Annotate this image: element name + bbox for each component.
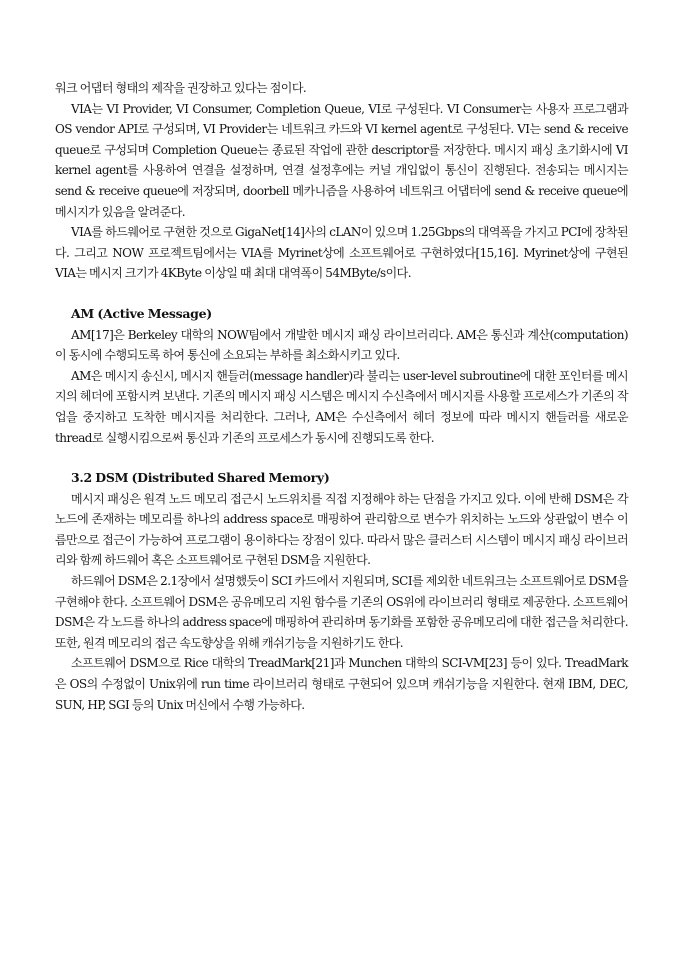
- document-page: [55, 78, 628, 715]
- paragraph-dsm-hardware-software: 하드웨어 DSM은 2.1장에서 설명했듯이 SCI 카드에서 지원되며, SCI를 제외한 네트워크는 소프트웨어로 DSM을 구현해야 한다. 소프트웨어 DSM은 공유메모리 지원 함수를 기존의 OS위에 라이브러리 형태로 제공한다. 소프트웨어 DSM은 각 노드를 하나의 address space에 매핑하여 관리하며 동기화를 포함한 공유메모리에 대한 접근을 처리한다. 또한, 원격 메모리의 접근 속도향상을 위해 캐쉬기능을 지원하기도 한다.: [55, 574, 628, 650]
- section-heading-dsm: 3.2 DSM (Distributed Shared Memory): [71, 470, 330, 486]
- paragraph-dsm-examples: 소프트웨어 DSM으로 Rice 대학의 TreadMark[21]과 Munchen 대학의 SCI-VM[23] 등이 있다. TreadMark은 OS의 수정없이 Unix위에 run time 라이브러리 형태로 구현되어 있으며 캐쉬기능을 지원한다. 현재 IBM, DEC, SUN, HP, SGI 등의 Unix 머신에서 수행 가능하다.: [55, 656, 628, 712]
- paragraph-via-implementations: VIA를 하드웨어로 구현한 것으로 GigaNet[14]사의 cLAN이 있으며 1.25Gbps의 대역폭을 가지고 PCI에 장착된다. 그리고 NOW 프로젝트팀에서는 VIA를 Myrinet상에 소프트웨어로 구현하였다[15,16]. Myrinet상에 구현된 VIA는 메시지 크기가 4KByte 이상일 때 최대 대역폭이 54MByte/s이다.: [55, 225, 628, 281]
- paragraph-via-continuation: 워크 어댑터 형태의 제작을 권장하고 있다는 점이다.: [55, 81, 307, 95]
- paragraph-am-handler: AM은 메시지 송신시, 메시지 핸들러(message handler)라 불리는 user-level subroutine에 대한 포인터를 메시지의 헤더에 포함시켜 보낸다. 기존의 메시지 패싱 시스템은 메시지 수신측에서 메시지를 사용할 프로세스가 기존의 작업을 중지하고 도착한 메시지를 처리한다. 그러나, AM은 수신측에서 헤더 정보에 따라 메시지 핸들러를 새로운 thread로 실행시킴으로써 통신과 기존의 프로세스가 동시에 진행되도록 한다.: [55, 368, 628, 445]
- paragraph-dsm-intro: 메시지 패싱은 원격 노드 메모리 접근시 노드위치를 직접 지정해야 하는 단점을 가지고 있다. 이에 반해 DSM은 각 노드에 존재하는 메모리를 하나의 address space로 매핑하여 관리함으로 변수가 위치하는 노드와 상관없이 변수 이름만으로 접근이 가능하여 프로그램이 용이하다는 장점이 있다. 따라서 많은 클러스터 시스템이 메시지 패싱 라이브러리와 함께 하드웨어 혹은 소프트웨어로 구현된 DSM을 지원한다.: [55, 491, 628, 568]
- paragraph-via-components: VIA는 VI Provider, VI Consumer, Completion Queue, VI로 구성된다. VI Consumer는 사용자 프로그램과 OS vendor API로 구성되며, VI Provider는 네트워크 카드와 VI kernel agent로 구성된다. VI는 send & receive queue로 구성되며 Completion Queue는 종료된 작업에 관한 descriptor를 저장한다. 메시지 패싱 초기화시에 VI kernel agent를 사용하여 연결을 설정하며, 연결 설정후에는 커널 개입없이 통신이 진행된다. 전송되는 메시지는 send & receive queue에 저장되며, doorbell 메카니즘을 사용하여 네트워크 어댑터에 send & receive queue에 메시지가 있음을 알려준다.: [55, 101, 628, 219]
- paragraph-am-intro: AM[17]은 Berkeley 대학의 NOW팀에서 개발한 메시지 패싱 라이브러리다. AM은 통신과 계산(computation)이 동시에 수행되도록 하여 통신에 소요되는 부하를 최소화시키고 있다.: [55, 327, 628, 363]
- section-heading-am: AM (Active Message): [71, 305, 212, 321]
